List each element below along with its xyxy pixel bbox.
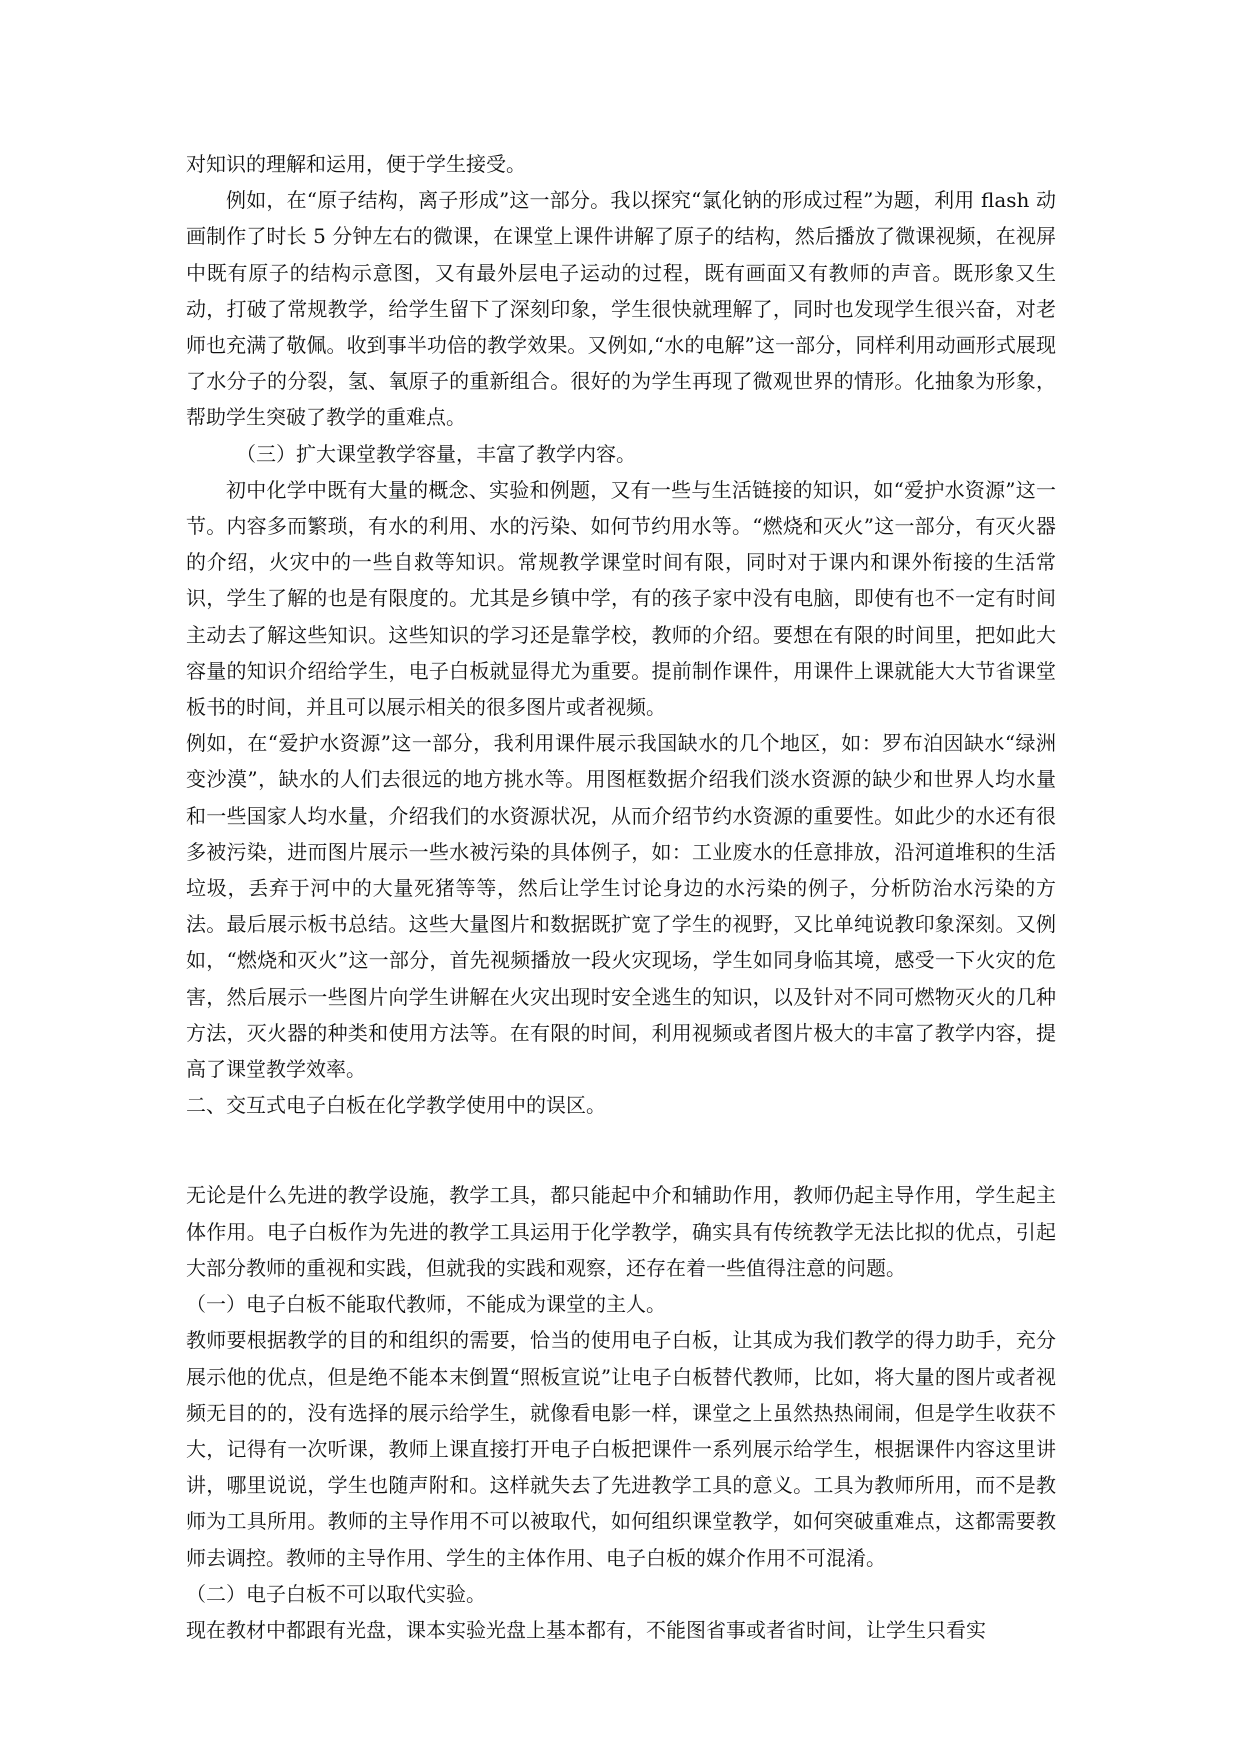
section-heading: （三）扩大课堂教学容量，丰富了教学内容。	[236, 441, 636, 466]
section-heading: （二）电子白板不可以取代实验。	[186, 1581, 486, 1606]
section-heading: （一）电子白板不能取代教师，不能成为课堂的主人。	[186, 1292, 666, 1317]
section-heading: 二、交互式电子白板在化学教学使用中的误区。	[186, 1093, 606, 1118]
paragraph: 例如，在“原子结构，离子形成”这一部分。我以探究“氯化钠的形成过程”为题，利用 flash 动画制作了时长 5 分钟左右的微课，在课堂上课件讲解了原子的结构，然后播放了微课视频，在视屏中既有原子的结构示意图，又有最外层电子运动的过程，既有画面又有教师的声音。既形象又生动，打破了常规教学，给学生留下了深刻印象，学生很快就理解了，同时也发现学生很兴奋，对老师也充满了敬佩。收到事半功倍的教学效果。又例如,“水的电解”这一部分，同样利用动画形式展现了水分子的分裂，氢、氧原子的重新组合。很好的为学生再现了微观世界的情形。化抽象为形象，帮助学生突破了教学的重难点。	[186, 188, 1056, 430]
paragraph: 初中化学中既有大量的概念、实验和例题，又有一些与生活链接的知识，如“爱护水资源”这一节。内容多而繁琐，有水的利用、水的污染、如何节约用水等。“燃烧和灭火”这一部分，有灭火器的介绍，火灾中的一些自救等知识。常规教学课堂时间有限，同时对于课内和课外衔接的生活常识，学生了解的也是有限度的。尤其是乡镇中学，有的孩子家中没有电脑，即使有也不一定有时间主动去了解这些知识。这些知识的学习还是靠学校，教师的介绍。要想在有限的时间里，把如此大容量的知识介绍给学生，电子白板就显得尤为重要。提前制作课件，用课件上课就能大大节省课堂板书的时间，并且可以展示相关的很多图片或者视频。	[186, 477, 1056, 720]
paragraph: 对知识的理解和运用，便于学生接受。	[186, 152, 526, 176]
paragraph: 无论是什么先进的教学设施，教学工具，都只能起中介和辅助作用，教师仍起主导作用，学生起主体作用。电子白板作为先进的教学工具运用于化学教学，确实具有传统教学无法比拟的优点，引起大部分教师的重视和实践，但就我的实践和观察，还存在着一些值得注意的问题。	[186, 1183, 1056, 1280]
paragraph: 教师要根据教学的目的和组织的需要，恰当的使用电子白板，让其成为我们教学的得力助手，充分展示他的优点，但是绝不能本末倒置“照板宣说”让电子白板替代教师，比如，将大量的图片或者视频无目的的，没有选择的展示给学生，就像看电影一样，课堂之上虽然热热闹闹，但是学生收获不大，记得有一次听课，教师上课直接打开电子白板把课件一系列展示给学生，根据课件内容这里讲讲，哪里说说，学生也随声附和。这样就失去了先进教学工具的意义。工具为教师所用，而不是教师为工具所用。教师的主导作用不可以被取代，如何组织课堂教学，如何突破重难点，这都需要教师去调控。教师的主导作用、学生的主体作用、电子白板的媒介作用不可混淆。	[186, 1328, 1056, 1570]
document-body	[186, 146, 1056, 1648]
blank-line	[186, 1123, 1056, 1177]
paragraph: 例如，在“爱护水资源”这一部分，我利用课件展示我国缺水的几个地区，如：罗布泊因缺水“绿洲变沙漠”，缺水的人们去很远的地方挑水等。用图框数据介绍我们淡水资源的缺少和世界人均水量和一些国家人均水量，介绍我们的水资源状况，从而介绍节约水资源的重要性。如此少的水还有很多被污染，进而图片展示一些水被污染的具体例子，如：工业废水的任意排放，沿河道堆积的生活垃圾，丢弃于河中的大量死猪等等，然后让学生讨论身边的水污染的例子，分析防治水污染的方法。最后展示板书总结。这些大量图片和数据既扩宽了学生的视野，又比单纯说教印象深刻。又例如，“燃烧和灭火”这一部分，首先视频播放一段火灾现场，学生如同身临其境，感受一下火灾的危害，然后展示一些图片向学生讲解在火灾出现时安全逃生的知识，以及针对不同可燃物灭火的几种方法，灭火器的种类和使用方法等。在有限的时间，利用视频或者图片极大的丰富了教学内容，提高了课堂教学效率。	[186, 731, 1056, 1082]
paragraph: 现在教材中都跟有光盘，课本实验光盘上基本都有，不能图省事或者省时间，让学生只看实	[186, 1617, 986, 1642]
